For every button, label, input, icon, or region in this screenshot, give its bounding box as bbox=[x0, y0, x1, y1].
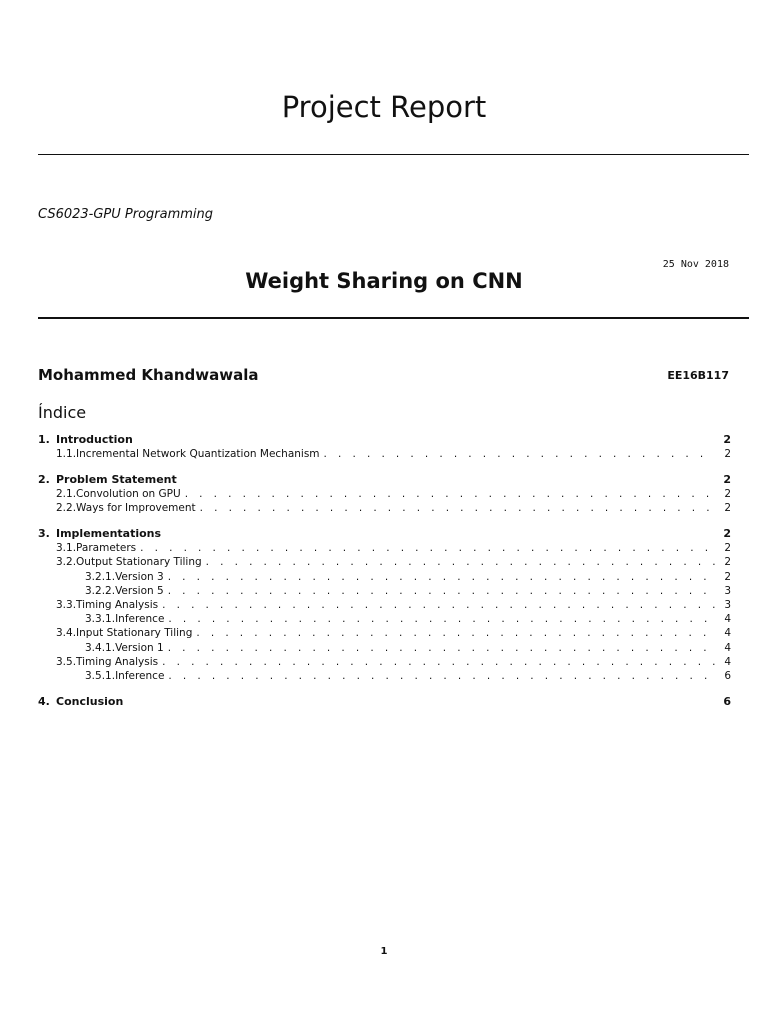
toc-entry-number: 1.1. bbox=[56, 448, 77, 461]
author-name: Mohammed Khandwawala bbox=[38, 366, 259, 384]
toc-entry-title: Introduction bbox=[56, 433, 133, 446]
toc-entry-page: 2 bbox=[724, 448, 731, 461]
toc-entry-number: 3.5.1. bbox=[85, 670, 116, 683]
toc-entry[interactable] bbox=[38, 433, 731, 447]
toc-entry-number: 1. bbox=[38, 433, 50, 446]
toc-leader-dots bbox=[200, 501, 715, 515]
toc-entry[interactable] bbox=[38, 669, 731, 683]
toc-entry-number: 3.2.2. bbox=[85, 584, 116, 597]
toc-entry[interactable] bbox=[38, 695, 731, 709]
toc-leader-dots bbox=[162, 655, 715, 669]
toc-leader-dots bbox=[185, 487, 715, 501]
toc-entry[interactable] bbox=[38, 626, 731, 640]
toc-entry-number: 2. bbox=[38, 472, 50, 486]
toc-entry[interactable] bbox=[38, 612, 731, 626]
toc-entry[interactable] bbox=[38, 655, 731, 669]
toc-entry-title: Version 5 bbox=[115, 584, 164, 597]
toc-entry-title: Parameters bbox=[76, 542, 137, 555]
toc-entry[interactable] bbox=[38, 527, 731, 541]
toc-entry-title: Inference bbox=[115, 613, 165, 626]
toc-leader-dots bbox=[168, 641, 715, 655]
toc-entry[interactable] bbox=[38, 447, 731, 461]
toc-entry-number: 3.3. bbox=[56, 599, 77, 612]
toc-entry-page: 2 bbox=[724, 570, 731, 583]
top-rule bbox=[38, 154, 749, 155]
toc-entry-number: 2.1. bbox=[56, 488, 77, 501]
toc-heading: Índice bbox=[38, 403, 87, 422]
toc-entry[interactable] bbox=[38, 555, 731, 569]
toc-entry-title: Input Stationary Tiling bbox=[76, 627, 193, 640]
toc-entry-page: 6 bbox=[723, 695, 731, 709]
toc-entry[interactable] bbox=[38, 584, 731, 598]
toc-entry-number: 3. bbox=[38, 527, 50, 541]
toc-entry[interactable] bbox=[38, 570, 731, 584]
toc-entry-title: Implementations bbox=[56, 527, 162, 541]
toc-entry-number: 3.2.1. bbox=[85, 570, 116, 583]
toc-entry-page: 4 bbox=[724, 613, 731, 626]
toc-entry-page: 2 bbox=[723, 472, 731, 486]
page-number: 1 bbox=[380, 946, 388, 957]
toc-entry-page: 4 bbox=[724, 655, 731, 668]
toc-entry[interactable] bbox=[38, 541, 731, 555]
report-title: Project Report bbox=[281, 90, 487, 124]
toc-entry-title: Inference bbox=[115, 670, 165, 683]
toc-entry[interactable] bbox=[38, 487, 731, 501]
toc-entry-page: 4 bbox=[724, 627, 731, 640]
toc-entry[interactable] bbox=[38, 598, 731, 612]
toc-entry-number: 3.4. bbox=[56, 627, 77, 640]
toc-entry-number: 3.1. bbox=[56, 542, 77, 555]
toc-entry-page: 2 bbox=[723, 527, 731, 541]
toc-entry-title: Ways for Improvement bbox=[76, 502, 196, 515]
toc-entry-title: Output Stationary Tiling bbox=[76, 556, 202, 569]
toc-leader-dots bbox=[168, 584, 715, 598]
course-name: CS6023-GPU Programming bbox=[38, 207, 214, 222]
toc-entry-number: 3.3.1. bbox=[85, 613, 116, 626]
toc-leader-dots bbox=[168, 570, 715, 584]
toc-entry-number: 4. bbox=[38, 695, 50, 709]
toc-leader-dots bbox=[168, 669, 715, 683]
toc-leader-dots bbox=[324, 447, 715, 461]
title-rule bbox=[38, 317, 749, 319]
toc-entry-page: 2 bbox=[724, 556, 731, 569]
toc-entry-title: Incremental Network Quantization Mechanism bbox=[76, 448, 320, 461]
toc-entry-title: Timing Analysis bbox=[76, 655, 159, 668]
toc-leader-dots bbox=[140, 541, 715, 555]
toc-leader-dots bbox=[162, 598, 715, 612]
toc-entry-page: 2 bbox=[724, 502, 731, 515]
toc-leader-dots bbox=[196, 626, 715, 640]
toc-leader-dots bbox=[168, 612, 715, 626]
toc-entry-number: 3.4.1. bbox=[85, 641, 116, 654]
toc-leader-dots bbox=[206, 555, 715, 569]
toc-entry-title: Version 3 bbox=[115, 570, 164, 583]
toc-entry[interactable] bbox=[38, 501, 731, 515]
toc-entry-title: Convolution on GPU bbox=[76, 488, 181, 501]
roll-number: EE16B117 bbox=[667, 369, 729, 382]
project-title: Weight Sharing on CNN bbox=[245, 269, 523, 293]
toc-entry-page: 2 bbox=[723, 433, 731, 446]
toc-entry[interactable] bbox=[38, 641, 731, 655]
toc-entry-page: 3 bbox=[724, 584, 731, 597]
toc-entry-title: Timing Analysis bbox=[76, 599, 159, 612]
report-date: 25 Nov 2018 bbox=[662, 259, 729, 270]
toc-entry-title: Conclusion bbox=[56, 695, 124, 709]
toc-entry-title: Version 1 bbox=[115, 641, 164, 654]
toc-entry-page: 2 bbox=[724, 542, 731, 555]
toc-entry-number: 3.5. bbox=[56, 655, 77, 668]
toc-entry-number: 3.2. bbox=[56, 556, 77, 569]
table-of-contents bbox=[38, 433, 731, 709]
toc-entry-page: 3 bbox=[724, 599, 731, 612]
toc-entry-number: 2.2. bbox=[56, 502, 77, 515]
toc-entry-title: Problem Statement bbox=[56, 472, 177, 486]
toc-entry-page: 6 bbox=[724, 670, 731, 683]
toc-entry-page: 2 bbox=[724, 488, 731, 501]
toc-entry-page: 4 bbox=[724, 641, 731, 654]
toc-entry[interactable] bbox=[38, 473, 731, 487]
